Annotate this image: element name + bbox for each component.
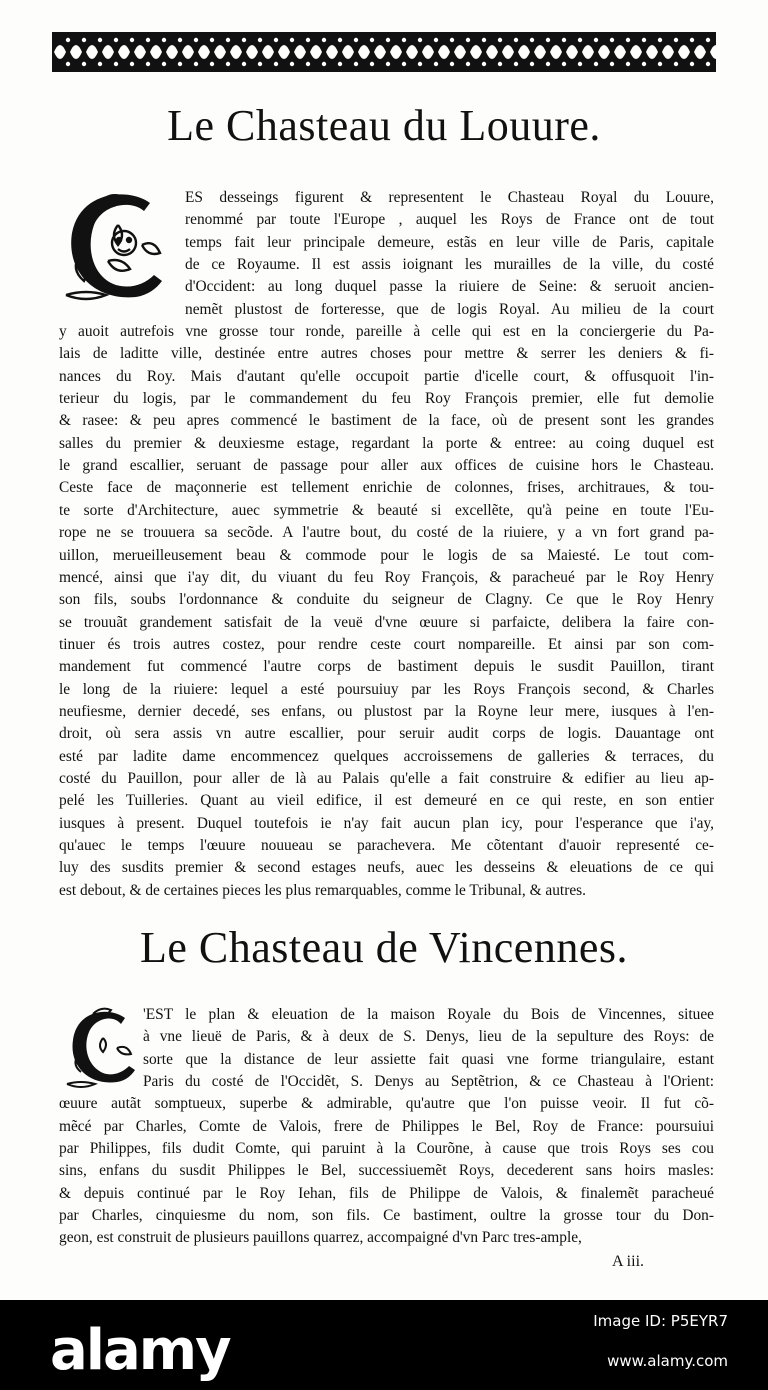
text-line: costé du Pauillon, pour aller de là au Palais qu'elle a fait construire & edifier au lieu ap- bbox=[59, 769, 714, 787]
text-line: sorte que la distance de leur assiette fait quasi vne forme triangulaire, estant bbox=[143, 1050, 714, 1068]
text-line: geon, est construit de plusieurs pauillons quarrez, accompaigné d'vn Parc tres-ample, bbox=[59, 1229, 582, 1247]
text-line: tinuer és trois autres costez, pour rendre ceste court nompareille. Et ainsi par son com- bbox=[59, 635, 714, 653]
text-line: par Philippes, fils dudit Comte, qui paruint à la Courõne, à cause que trois Roys ses cou bbox=[59, 1140, 714, 1158]
text-line: te sorte d'Architecture, auec symmetrie & beauté si excellẽte, qu'à peine en toute l'Eu- bbox=[59, 501, 714, 519]
text-line: qu'auec le temps l'œuure nouueau se parachevera. Me cõtentant d'auoir representé ce- bbox=[59, 836, 714, 854]
text-line: son fils, soubs l'ordonnance & conduite du seigneur de Clagny. Ce que le Roy Henry bbox=[59, 591, 714, 609]
text-line: nemẽt plustost de forteresse, que de logis Royal. Au milieu de la court bbox=[185, 300, 714, 318]
text-line: nances du Roy. Mais d'autant qu'elle occupoit partie d'icelle court, & offusquoit l'in- bbox=[59, 367, 714, 385]
text-line: luy des susdits premier & second estages neufs, auec les desseins & eleuations de ce qui bbox=[59, 859, 714, 877]
text-line: 'EST le plan & eleuation de la maison Royale du Bois de Vincennes, situee bbox=[143, 1006, 714, 1023]
text-line: rope ne se trouuera sa secõde. A l'autre bout, du costé de la riuiere, y a vn fort grand pa- bbox=[59, 524, 714, 542]
text-line: sins, enfans du susdit Philippes le Bel, successiuemẽt Roys, decederent sans hoirs masles: bbox=[59, 1162, 714, 1180]
vincennes-body-text bbox=[59, 1004, 714, 1250]
text-line: uillon, merueilleusement beau & commode pour le logis de sa Maiesté. Le tout com- bbox=[59, 546, 714, 564]
text-line: se trouuãt grandement satisfait de la veuë d'vne œuure si parfaicte, delibera la faire con- bbox=[59, 613, 714, 631]
text-line: à vne lieuë de Paris, & à deux de S. Denys, lieu de la sepulture des Roys: de bbox=[143, 1028, 714, 1046]
text-line: pelé les Tuilleries. Quant au vieil edifice, il est demeuré en ce qui reste, en son entier bbox=[59, 792, 714, 810]
ornamental-header-band bbox=[52, 32, 716, 72]
text-line: mencé, ainsi que i'ay dit, du viuant du feu Roy François, & paracheué par le Roy Henry bbox=[59, 568, 714, 586]
text-line: le long de la riuiere: lequel a esté poursuiuy par les Roys François second, & Charles bbox=[59, 680, 714, 698]
text-line: iusques à present. Duquel toutefois ie n'ay fait aucun plan icy, pour l'esperance que i'ay, bbox=[59, 814, 714, 832]
text-line: renommé par toute l'Europe , auquel les Roys de France ont de tout bbox=[185, 211, 714, 229]
text-line: esté par ladite dame encommencez quelques accroissemens de galleries & terraces, du bbox=[59, 747, 714, 765]
text-line: terieur du logis, par le commandement du feu Roy François premier, elle fut demolie bbox=[59, 390, 714, 408]
page-signature: A iii. bbox=[612, 1253, 645, 1270]
text-line: œuure autãt somptueux, superbe & admirable, qu'autre que l'on puisse veoir. Il fut cõ- bbox=[59, 1095, 714, 1113]
text-line: de ce Royaume. Il est assis ioignant les murailles de la ville, du costé bbox=[185, 256, 714, 274]
text-line: temps fait leur principale demeure, estãs en leur ville de Paris, capitale bbox=[185, 233, 714, 251]
stock-watermark-band bbox=[0, 1300, 768, 1390]
text-line: & rasee: & peu apres commencé le bastiment de la face, où de present sont les grandes bbox=[59, 412, 714, 430]
text-line: ES desseings figurent & representent le Chasteau Royal du Louure, bbox=[185, 189, 714, 206]
text-line: le grand escallier, seruant de passage pour aller aux offices de cuisine hors le Chasteau. bbox=[59, 457, 714, 475]
text-line: salles du premier & deuxiesme estage, regardant la porte & entree: au coing duquel est bbox=[59, 434, 714, 452]
watermark-logo: alamy bbox=[50, 1318, 230, 1383]
text-line: d'Occident: au long duquel passe la riuiere de Seine: & seruoit ancien- bbox=[185, 278, 714, 296]
text-line: est debout, & de certaines pieces les plus remarquables, comme le Tribunal, & autres. bbox=[59, 881, 586, 899]
text-line: Ceste face de maçonnerie est tellement enrichie de colonnes, frises, architraues, & tou- bbox=[59, 479, 714, 497]
text-line: Paris du costé de l'Occidẽt, S. Denys au Septẽtrion, & ce Chasteau à l'Orient: bbox=[143, 1073, 714, 1091]
watermark-image-id: Image ID: P5EYR7 bbox=[593, 1312, 728, 1330]
watermark-url: www.alamy.com bbox=[607, 1352, 728, 1370]
text-line: y auoit autrefois vne grosse tour ronde, pareille à celle qui est en la conciergerie du Pa- bbox=[59, 323, 714, 341]
section-title-vincennes: Le Chasteau de Vincennes. bbox=[140, 923, 628, 972]
text-line: mandement fut commencé l'autre corps de bastiment depuis le susdit Pauillon, tirant bbox=[59, 658, 714, 676]
section-title-louvre: Le Chasteau du Louure. bbox=[167, 101, 601, 150]
text-line: mẽcé par Charles, Comte de Valois, frere de Philippes le Bel, Roy de France: poursuiui bbox=[59, 1117, 714, 1135]
text-line: droit, où sera assis vn autre escallier, pour seruir audit corps de logis. Dauantage ont bbox=[59, 725, 714, 743]
text-line: & depuis continué par le Roy Iehan, fils de Philippe de Valois, & finalemẽt paracheué bbox=[59, 1184, 714, 1202]
louvre-body-text bbox=[59, 187, 714, 902]
text-line: lais de laditte ville, destinée entre autres choses pour mettre & serrer les deniers & fi- bbox=[59, 345, 714, 363]
text-line: par Charles, cinquiesme du nom, son fils. Ce bastiment, oultre la grosse tour du Don- bbox=[59, 1207, 714, 1225]
text-line: neufiesme, dernier decedé, ses enfans, ou plustost par la Royne leur mere, iusques à l'en- bbox=[59, 702, 714, 720]
